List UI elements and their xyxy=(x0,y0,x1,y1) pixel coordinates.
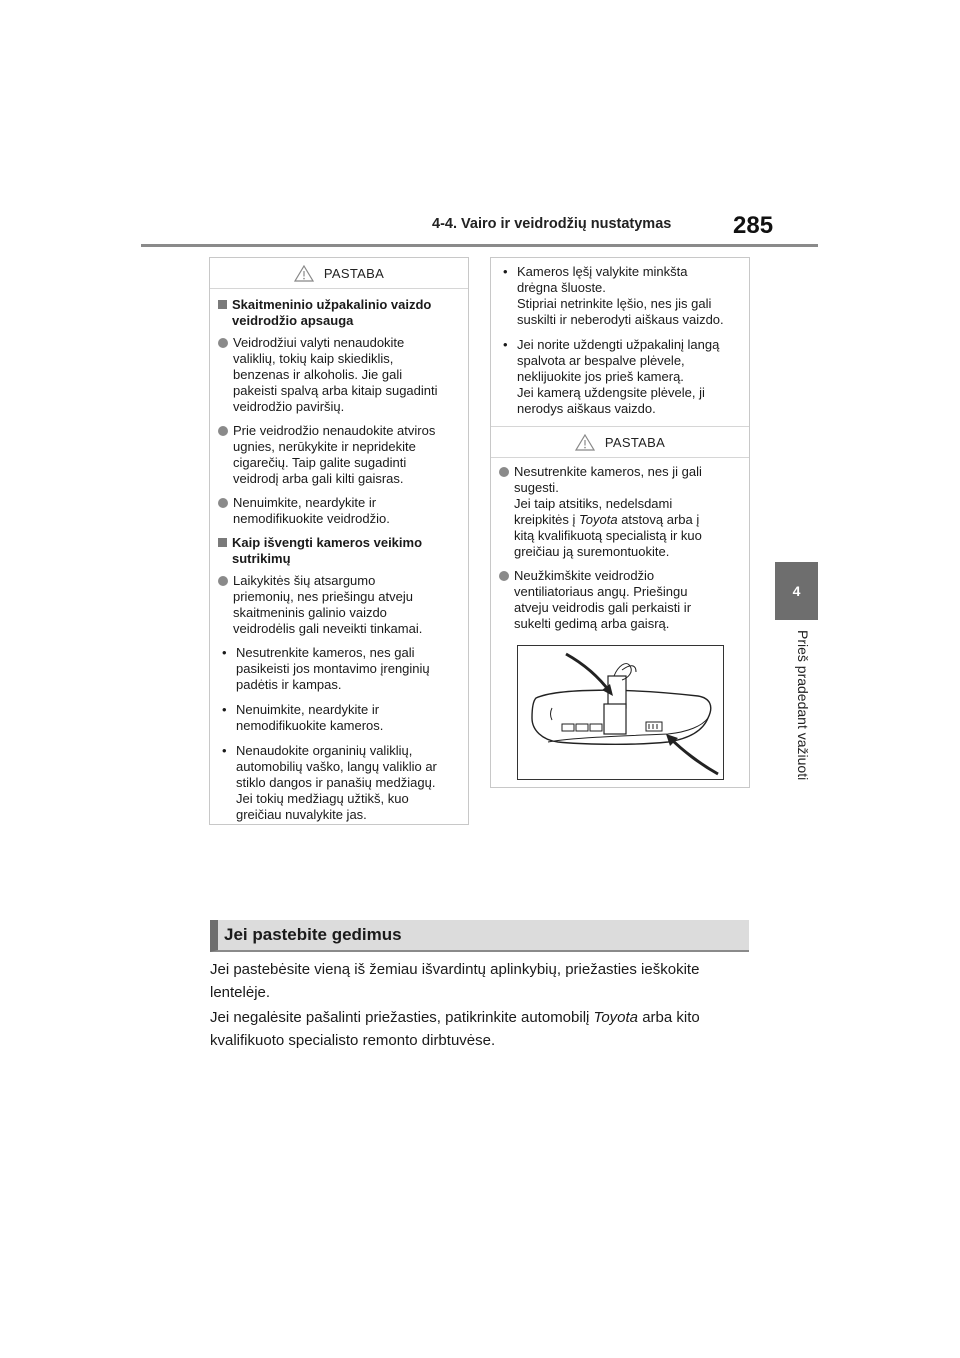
circle-bullet-icon xyxy=(499,467,509,477)
circle-bullet-icon xyxy=(499,571,509,581)
mirror-camera-diagram xyxy=(518,646,723,779)
list-item: • Nesutrenkite kameros, nes gali pasikeisti jos montavimo įrenginių padėtis ir kampas. xyxy=(222,645,430,692)
list-item: Laikykitės šių atsargumo priemonių, nes priešingu atveju skaitmeninis galinio vaizdo veidrodėlis gali neveikti tinkamai. xyxy=(218,573,460,637)
notice-header xyxy=(491,427,749,458)
section-header: 4-4. Vairo ir veidrodžių nustatymas xyxy=(432,216,672,232)
subheading: Kaip išvengti kameros veikimo sutrikimų xyxy=(218,535,460,567)
paragraph: Jei pastebėsite vieną iš žemiau išvardintų aplinkybių, priežasties ieškokite lentelėje. xyxy=(210,961,700,1001)
list-item: • Kameros lęšį valykite minkšta drėgna šluoste. Stipriai netrinkite lęšio, nes jis gali suskilti ir neberodyti aiškaus vaizdo. xyxy=(503,264,724,327)
list-item: Veidrodžiui valyti nenaudokite valiklių, tokių kaip skiediklis, benzenas ir alkoholis. Jie gali pakeisti spalvą arba kitaip sugadinti veidrodžio paviršių. xyxy=(218,335,460,415)
list-item: • Jei norite uždengti užpakalinį langą spalvota ar bespalve plėvele, neklijuokite jos prieš kamerą. Jei kamerą uždengsite plėvele, ji nerodys aiškaus vaizdo. xyxy=(503,337,720,416)
page-number: 285 xyxy=(733,212,774,239)
circle-bullet-icon xyxy=(218,426,228,436)
mirror-illustration xyxy=(517,645,724,780)
list-item: Neužkimškite veidrodžio ventiliatoriaus angų. Priešingu atveju veidrodis gali perkaisti ir sukelti gedimą arba gaisrą. xyxy=(499,568,741,632)
paragraph: Jei negalėsite pašalinti priežasties, patikrinkite automobilį Toyota arba kito kvalifikuoto specialisto remonto dirbtuvėse. xyxy=(210,1009,700,1049)
circle-bullet-icon xyxy=(218,338,228,348)
notice-header xyxy=(210,258,468,289)
notice-label: PASTABA xyxy=(323,265,385,281)
subheading: Skaitmeninio užpakalinio vaizdo veidrodžio apsauga xyxy=(218,297,460,329)
square-bullet-icon xyxy=(218,300,227,309)
section-heading xyxy=(210,920,749,952)
circle-bullet-icon xyxy=(218,576,228,586)
chapter-tab-label: Prieš pradedant važiuoti xyxy=(795,630,811,781)
list-item: • Nenaudokite organinių valiklių, automobilių vaško, langų valiklio ar stiklo dangos ir panašių medžiagų. Jei tokių medžiagų užtikš, kuo greičiau nuvalykite jas. xyxy=(222,743,437,822)
warning-icon xyxy=(294,265,314,282)
notice-label: PASTABA xyxy=(604,434,666,450)
notice-box-left xyxy=(209,257,469,825)
list-item: Prie veidrodžio nenaudokite atviros ugnies, nerūkykite ir nepridekite cigarečių. Taip galite sugadinti veidrodį arba gali kilti gaisras. xyxy=(218,423,460,487)
circle-bullet-icon xyxy=(218,498,228,508)
list-item: • Nenuimkite, neardykite ir nemodifikuokite kameros. xyxy=(222,702,384,733)
square-bullet-icon xyxy=(218,538,227,547)
warning-icon xyxy=(575,434,595,451)
chapter-tab-number: 4 xyxy=(775,562,818,620)
list-item: Nenuimkite, neardykite ir nemodifikuokite veidrodžio. xyxy=(218,495,460,527)
section-title: Jei pastebite gedimus xyxy=(224,925,402,944)
list-item: Nesutrenkite kameros, nes ji gali sugesti. Jei taip atsitiks, nedelsdami kreipkitės į Toyota atstovą arba į kitą kvalifikuotą specialistą ir kuo greičiau ją suremontuokite. xyxy=(499,464,741,560)
header-rule xyxy=(141,244,818,247)
